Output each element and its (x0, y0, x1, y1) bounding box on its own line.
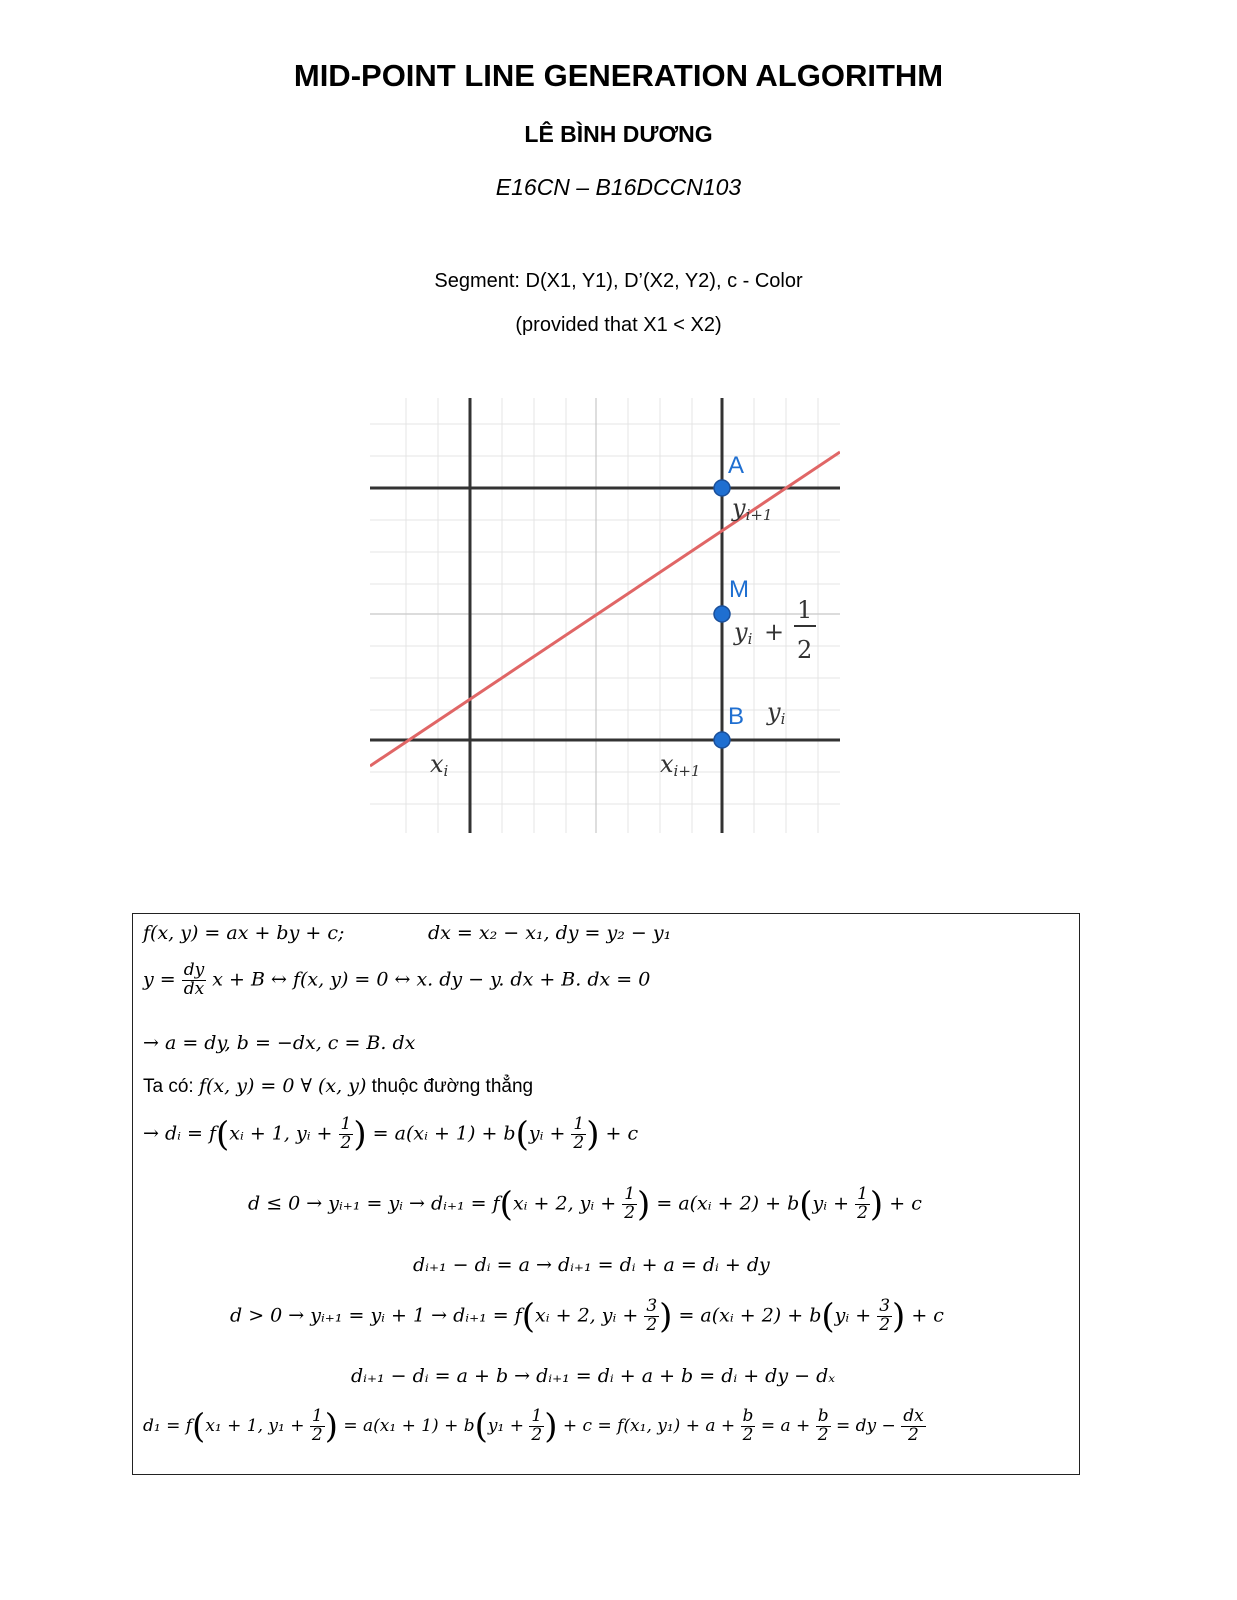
yi-label: y (767, 698, 781, 726)
page-title: MID-POINT LINE GENERATION ALGORITHM (293, 58, 944, 93)
eq-line-case-le: d ≤ 0 → yᵢ₊₁ = yᵢ → dᵢ₊₁ = f(xᵢ + 2, yᵢ + $\frac{1}{2}$ ) = a(xᵢ + 2) + b(yᵢ + $\frac{1}{2}$ ) + c (248, 1184, 922, 1225)
eq-line-d1: d₁ = f(x₁ + 1, y₁ + $\frac{1}{2}$ ) = a(x₁ + 1) + b(y₁ + $\frac{1}{2}$ ) + c = f(x₁, y₁) + a + $\frac{b}{2}$ = a + $\frac{b}{2}$ = dy − $\frac{dx}{2}$ (143, 1406, 924, 1447)
yi1-sub: i+1 (745, 506, 773, 524)
svg-text:xi (430, 750, 449, 780)
half-label-den: 2 (797, 636, 813, 664)
eq-line-case-gt: d > 0 → yᵢ₊₁ = yᵢ + 1 → dᵢ₊₁ = f(xᵢ + 2, yᵢ + $\frac{3}{2}$ ) = a(xᵢ + 2) + b(yᵢ + $\frac{3}{2}$ ) + c (230, 1296, 944, 1337)
midpoint-figure (370, 398, 840, 833)
point-b-dot (714, 732, 730, 748)
class-code: E16CN – B16DCCN103 (495, 174, 742, 200)
eq-line-coefficients: → a = dy, b = −dx, c = B. dx (143, 1032, 416, 1054)
eq-line-function: f(x, y) = ax + by + c; (143, 922, 345, 944)
point-a-label: A (728, 452, 745, 479)
eq-line-statement: Ta có: f(x, y) = 0 ∀ (x, y) thuộc đường thẳng (143, 1075, 534, 1097)
eq-line-dxdy: dx = x₂ − x₁, dy = y₂ − y₁ (428, 922, 672, 944)
xi1-sub: i+1 (673, 762, 701, 780)
yi-sub: i (780, 710, 786, 728)
half-label-y: y (734, 618, 748, 646)
svg-text:yi (766, 698, 786, 728)
svg-text:xi+1 (660, 750, 700, 780)
segment-definition: Segment: D(X1, Y1), D’(X2, Y2), c - Color (434, 270, 803, 292)
author-name: LÊ BÌNH DƯƠNG (524, 121, 713, 147)
eq-line-diff-gt: dᵢ₊₁ − dᵢ = a + b → dᵢ₊₁ = dᵢ + a + b = dᵢ + dy − dₓ (351, 1365, 835, 1387)
math-derivation-box (132, 913, 1080, 1475)
xi1-label: x (660, 750, 674, 778)
svg-text:yi+1 (731, 494, 772, 524)
eq-line-di: → dᵢ = f(xᵢ + 1, yᵢ + $\frac{1}{2}$ ) = a(xᵢ + 1) + b(yᵢ + $\frac{1}{2}$ ) + c (143, 1114, 639, 1155)
eq-line-slope: y = $\frac{dy}{dx}$ x + B ↔ f(x, y) = 0 ↔ x. dy − y. dx + B. dx = 0 (143, 960, 651, 999)
xi-label: x (430, 750, 444, 778)
point-m-dot (714, 606, 730, 622)
point-b-label: B (728, 703, 745, 730)
point-a-dot (714, 480, 730, 496)
half-label-plus: + (764, 618, 785, 646)
eq-line-diff-le: dᵢ₊₁ − dᵢ = a → dᵢ₊₁ = dᵢ + a = dᵢ + dy (413, 1254, 770, 1276)
half-label-sub: i (747, 630, 753, 648)
svg-text:yi (733, 618, 753, 648)
segment-condition: (provided that X1 < X2) (515, 314, 722, 336)
point-m-label: M (729, 576, 749, 603)
half-label-num: 1 (797, 596, 813, 624)
xi-sub: i (443, 762, 449, 780)
yi1-label: y (732, 494, 746, 522)
